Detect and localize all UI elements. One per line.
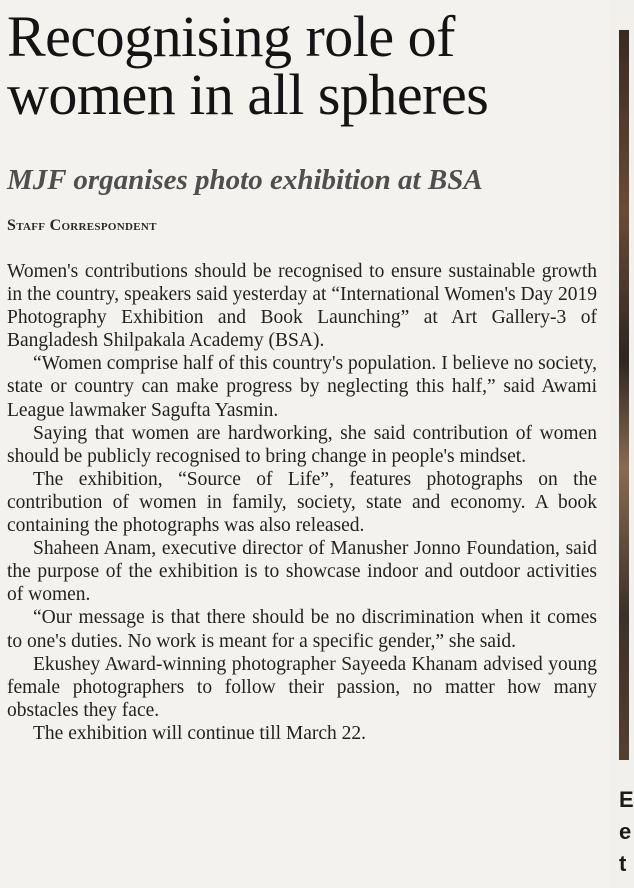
subheadline: MJF organises photo exhibition at BSA (7, 164, 483, 196)
adjacent-letter: E (619, 787, 634, 812)
paragraph: Women's contributions should be recognised to ensure sustainable growth in the country, speakers said yesterday at “International Women's Day 2019 Photography Exhibition and Book Launching” at Art Gallery-3 of Bangladesh Shilpakala Academy (BSA). (7, 261, 597, 352)
paragraph: Ekushey Award-winning photographer Sayeeda Khanam advised young female photographers to follow their passion, no matter how many obstacles they face. (7, 653, 597, 721)
adjacent-letter: t (619, 851, 627, 876)
adjacent-photo-edge (619, 30, 629, 760)
headline: Recognising role of women in all spheres (7, 4, 489, 127)
adjacent-column-text (619, 784, 634, 880)
byline: Staff Correspondent (7, 217, 157, 234)
paragraph: The exhibition, “Source of Life”, features photographs on the contribution of women in family, society, state and economy. A book containing the photographs was also released. (7, 468, 597, 537)
paragraph: The exhibition will continue till March 22. (33, 722, 367, 744)
adjacent-letter: e (619, 819, 632, 844)
paragraph: “Women comprise half of this country's population. I believe no society, state or country can make progress by neglecting this half,” said Awami League lawmaker Sagufta Yasmin. (7, 353, 597, 421)
paragraph: Shaheen Anam, executive director of Manusher Jonno Foundation, said the purpose of the exhibition is to showcase indoor and outdoor activities of women. (7, 538, 597, 606)
paragraph: Saying that women are hardworking, she said contribution of women should be publicly recognised to bring change in people's mindset. (7, 422, 597, 467)
paragraph: “Our message is that there should be no discrimination when it comes to one's duties. No work is meant for a specific gender,” she said. (7, 607, 597, 652)
article-body (7, 260, 597, 745)
